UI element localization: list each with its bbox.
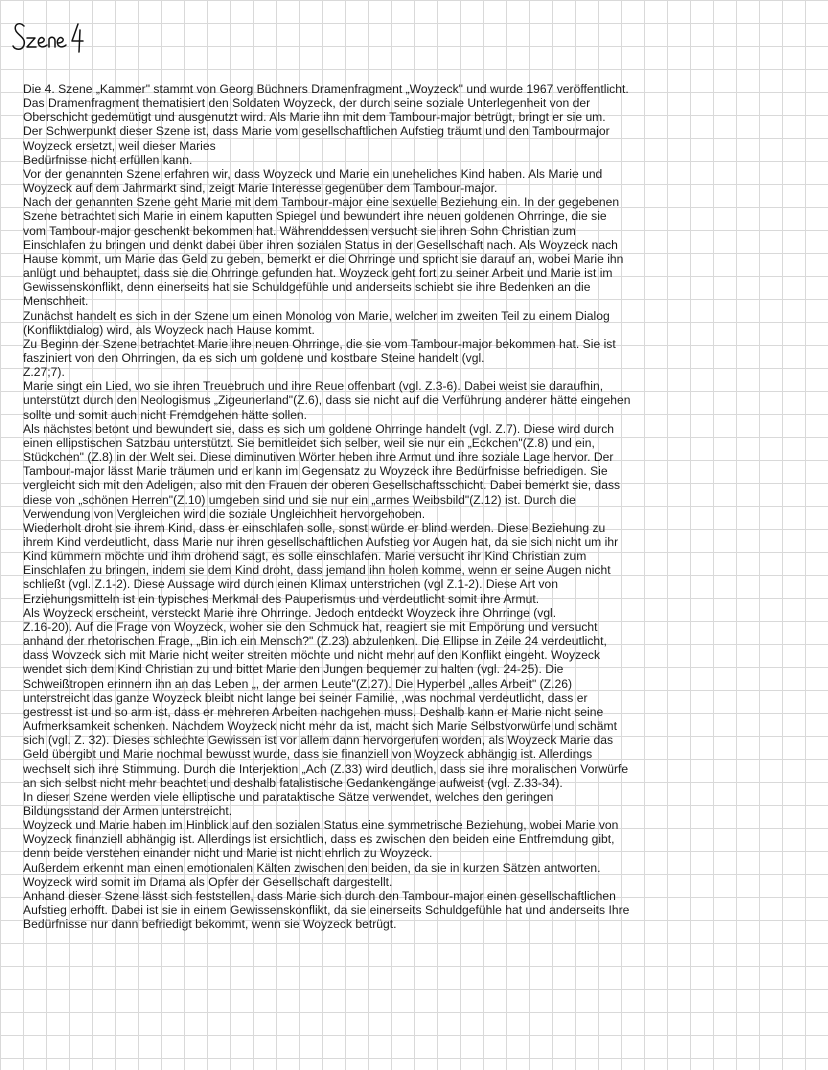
essay-line: In dieser Szene werden viele elliptische und parataktische Sätze verwendet, welches den geringen xyxy=(23,789,554,804)
essay-line: vergleicht sich mit den Adeligen, also mit den Frauen der oberen Gesellschaftsschicht. Dabei bemerkt sie, dass xyxy=(23,478,621,493)
essay-line: Erziehungsmitteln ist ein typisches Merkmal des Pauperismus und verdeutlicht somit ihre Armut. xyxy=(23,591,540,606)
handwritten-title xyxy=(10,14,90,54)
essay-line: Bildungsstand der Armen unterstreicht. xyxy=(23,803,233,818)
essay-line: Z.27;7). xyxy=(23,365,65,380)
essay-line: Schweißtropen erinnern ihn an das Leben „, der armen Leute"(Z.27). Die Hyperbel „alles Arbeit" (Z.26) xyxy=(23,676,573,691)
essay-line: Woyzeck finanziell abhängig ist. Allerdings ist ersichtlich, dass es zwischen den beiden eine Entfremdung gibt, xyxy=(23,832,615,847)
essay-line: Außerdem erkennt man einen emotionalen Kälten zwischen den beiden, da sie in kurzen Sätzen antworten. xyxy=(23,860,601,875)
essay-line: Woyzeck ersetzt, weil dieser Maries xyxy=(23,138,216,153)
essay-line: Szene betrachtet sich Marie in einem kaputten Spiegel und bewundert ihre neuen goldenen Ohrringe, die sie xyxy=(23,209,607,224)
essay-line: Marie singt ein Lied, wo sie ihren Treuebruch und ihre Reue offenbart (vgl. Z.3-6). Dabei weist sie daraufhin, xyxy=(23,379,604,394)
essay-line: Bedürfnisse nur dann befriedigt bekommt, wenn sie Woyzeck betrügt. xyxy=(23,917,397,932)
essay-line: Das Dramenfragment thematisiert den Soldaten Woyzeck, der durch seine soziale Unterlegenheit von der xyxy=(23,96,591,111)
essay-line: Vor der genannten Szene erfahren wir, dass Woyzeck und Marie ein uneheliches Kind haben. Als Marie und xyxy=(23,166,603,181)
essay-line: Kind kümmern möchte und ihm drohend sagt, es solle einschlafen. Marie versucht ihr Kind Christian zum xyxy=(23,549,587,564)
essay-line: Woyzeck auf dem Jahrmarkt sind, zeigt Marie Interesse gegenüber dem Tambour-major. xyxy=(23,181,498,196)
essay-line: sich (vgl. Z. 32). Dieses schlechte Gewissen ist vor allem dann hervorgerufen worden, als Woyzeck Marie das xyxy=(23,733,614,748)
essay-line: Stückchen" (Z.8) in der Welt sei. Diese diminutiven Wörter heben ihre Armut und ihre soziale Lage hervor. Der xyxy=(23,450,614,465)
essay-line: anlügt und behauptet, dass sie die Ohrringe gefunden hat. Woyzeck geht fort zu seiner Arbeit und Marie ist im xyxy=(23,266,613,281)
essay-line: dass Wovzeck sich mit Marie nicht weiter streiten möchte und nicht mehr auf den Konflikt eingeht. Woyzeck xyxy=(23,648,601,663)
essay-line: wendet sich dem Kind Christian zu und bittet Marie den Jungen bequemer zu halten (vgl. 24-25). Die xyxy=(23,662,564,677)
essay-line: Aufmerksamkeit schenken. Nachdem Woyzeck nicht mehr da ist, macht sich Marie Selbstvorwürfe und schämt xyxy=(23,719,617,734)
essay-line: diese von „schönen Herren"(Z.10) umgeben sind und sie nur ein „armes Weibsbild"(Z.12) ist. Durch die xyxy=(23,492,576,507)
essay-line: ihrem Kind verdeutlicht, dass Marie nur ihren gesellschaftlichen Aufstieg vor Augen hat, da sie sich nicht um ihr xyxy=(23,535,619,549)
essay-line: Anhand dieser Szene lässt sich feststellen, dass Marie sich durch den Tambour-major einen gesellschaftlichen xyxy=(23,888,616,903)
essay-line: Einschlafen zu bringen und denkt dabei über ihren sozialen Status in der Gesellschaft nach. Als Woyzeck nach xyxy=(23,237,618,252)
essay-line: Verwendung von Vergleichen wird die soziale Ungleichheit hervorgehoben. xyxy=(23,506,426,521)
essay-line: einen ellipstischen Satzbau unterstützt. Sie bemitleidet sich selber, weil sie nur ein „Eckchen"(Z.8) und ein, xyxy=(23,435,595,450)
essay-line: unterstreicht das ganze Woyzeck bleibt nicht lange bei seiner Familie, ,was nochmal verdeutlicht, dass er xyxy=(23,690,588,705)
essay-line: Als nächstes betont und bewundert sie, dass es sich um goldene Ohrringe handelt (vgl. Z.7). Diese wird durch xyxy=(23,421,615,436)
essay-line: unterstützt durch den Neologismus „Zigeunerland"(Z.6), dass sie nicht auf die Verführung anderer hätte eingehen xyxy=(23,393,631,408)
essay-line: Wiederholt droht sie ihrem Kind, dass er einschlafen solle, sonst würde er blind werden. Diese Beziehung zu xyxy=(23,520,606,535)
essay-line: Hause kommt, um Marie das Geld zu geben, bemerkt er die Ohrringe und spricht sie darauf an, wobei Marie ihn xyxy=(23,251,624,266)
essay-line: (Konfliktdialog) wird, als Woyzeck nach Hause kommt. xyxy=(23,322,315,337)
essay-line: Zunächst handelt es sich in der Szene um einen Monolog von Marie, welcher im zweiten Teil zu einem Dialog xyxy=(23,308,610,323)
essay-line: Bedürfnisse nicht erfüllen kann. xyxy=(23,152,193,167)
essay-text xyxy=(23,82,701,931)
essay-line: Tambour-major lässt Marie träumen und er kann im Gegensatz zu Woyzeck ihre Bedürfnisse befriedigen. Sie xyxy=(23,464,608,479)
essay-line: Nach der genannten Szene geht Marie mit dem Tambour-major eine sexuelle Beziehung ein. In der gegebenen xyxy=(23,195,620,210)
essay-line: Einschlafen zu bringen, indem sie dem Kind droht, dass jemand ihn holen komme, wenn er seine Augen nicht xyxy=(23,563,611,578)
essay-line: schließt (vgl. Z.1-2). Diese Aussage wird durch einen Klimax unterstrichen (vgl Z.1-2). Diese Art von xyxy=(23,577,559,592)
essay-line: wechselt sich ihre Stimmung. Durch die Interjektion „Ach (Z.33) wird deutlich, dass sie ihre moralischen Vorwürfe xyxy=(23,761,629,776)
essay-line: Aufstieg erhofft. Dabei ist sie in einem Gewissenskonflikt, da sie einerseits Schuldgefühle hat und anderseits Ihre xyxy=(23,903,630,918)
essay-line: Die 4. Szene „Kammer" stammt von Georg Büchners Dramenfragment „Woyzeck" und wurde 1967 veröffentlicht. xyxy=(23,82,629,96)
essay-line: Als Woyzeck erscheint, versteckt Marie ihre Ohrringe. Jedoch entdeckt Woyzeck ihre Ohrringe (vgl. xyxy=(23,605,557,620)
essay-line: Geld übergibt und Marie nochmal bewusst wurde, dass sie finanziell von Woyzeck abhängig ist. Allerdings xyxy=(23,747,593,762)
essay-line: Woyzeck und Marie haben im Hinblick auf den sozialen Status eine symmetrische Beziehung, wobei Marie von xyxy=(23,818,619,833)
essay-line: fasziniert von den Ohrringen, da es sich um goldene und kostbare Steine handelt (vgl. xyxy=(23,350,485,365)
essay-line: Z.16-20). Auf die Frage von Woyzeck, woher sie den Schmuck hat, reagiert sie mit Empörung und versucht xyxy=(23,619,598,634)
essay-line: Oberschicht gedemütigt und ausgenutzt wird. Als Marie ihn mit dem Tambour-major betrügt, bringt er sie um. xyxy=(23,110,606,125)
essay-line: sollte und somit auch nicht Fremdgehen hätte sollen. xyxy=(23,407,308,422)
essay-line: Zu Beginn der Szene betrachtet Marie ihre neuen Ohrringe, die sie vom Tambour-major bekommen hat. Sie ist xyxy=(23,336,616,351)
essay-line: Gewissenskonflikt, denn einerseits hat sie Schuldgefühle und anderseits schiebt sie ihre Bedenken an die xyxy=(23,280,591,295)
essay-line: Menschheit. xyxy=(23,294,89,309)
essay-line: vom Tambour-major geschenkt bekommen hat. Währenddessen versucht sie ihren Sohn Christian zum xyxy=(23,223,576,238)
essay-line: Woyzeck wird somit im Drama als Opfer der Gesellschaft dargestellt. xyxy=(23,874,393,889)
essay-line: an sich selbst nicht mehr beachtet und deshalb fatalistische Gedankengänge aufweist (vgl. Z.33-34). xyxy=(23,775,563,790)
handwritten-title-drawing xyxy=(10,14,90,54)
essay-line: denn beide verstehen einander nicht und Marie ist nicht ehrlich zu Woyzeck. xyxy=(23,846,433,861)
essay-line: Der Schwerpunkt dieser Szene ist, dass Marie vom gesellschaftlichen Aufstieg träumt und den Tambourmajor xyxy=(23,124,610,139)
essay-line: gestresst ist und so arm ist, dass er mehreren Arbeiten nachgehen muss. Deshalb kann er Marie nicht seine xyxy=(23,704,604,719)
essay-line: anhand der rhetorischen Frage, „Bin ich ein Mensch?" (Z.23) abzulenken. Die Ellipse in Zeile 24 verdeutlicht, xyxy=(23,634,607,649)
